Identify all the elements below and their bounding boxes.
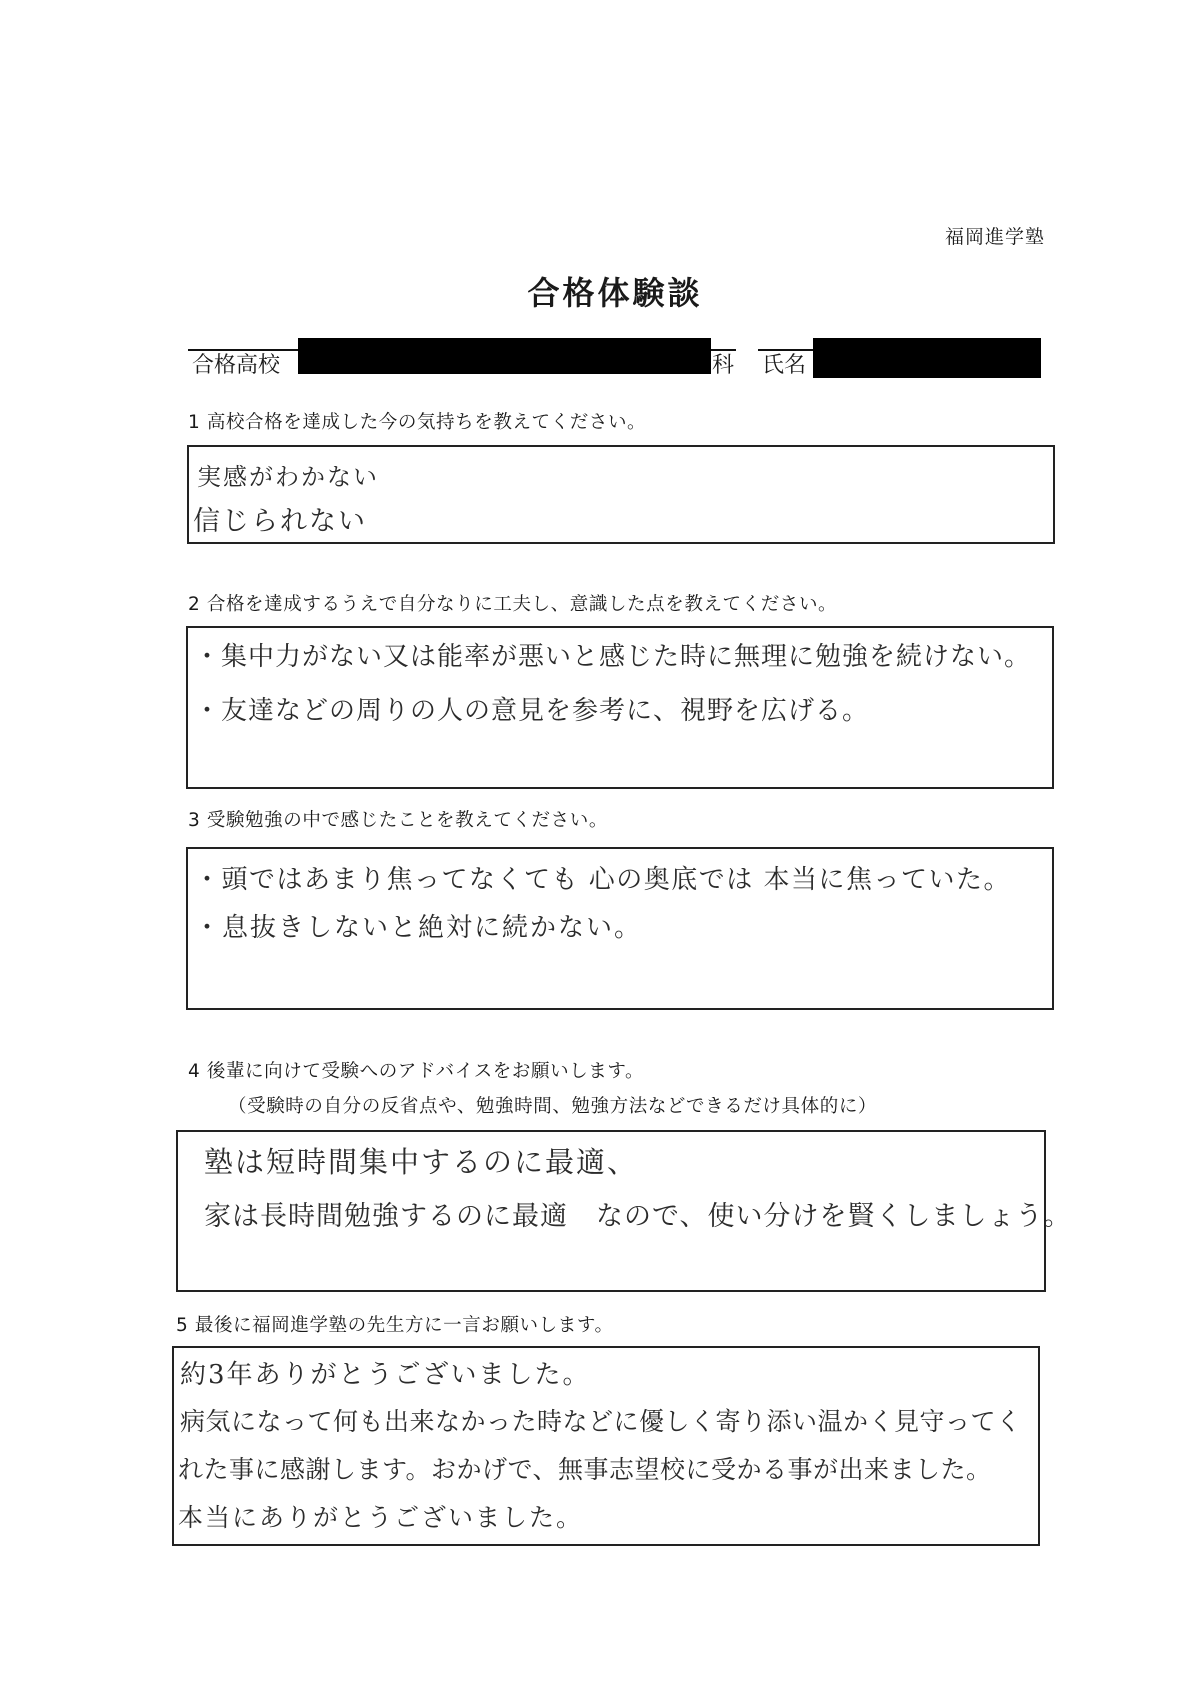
answer-3-line-2: ・息抜きしないと絶対に続かない。 <box>194 913 643 943</box>
question-3: 3 受験勉強の中で感じたことを教えてください。 <box>188 810 608 831</box>
school-name: 福岡進学塾 <box>944 226 1045 248</box>
answer-box-2 <box>186 626 1054 789</box>
answer-2-line-1: ・集中力がない又は能率が悪いと感じた時に無理に勉強を続けない。 <box>194 642 1032 672</box>
answer-box-3 <box>186 847 1054 1010</box>
redacted-name <box>813 338 1041 378</box>
answer-4-line-1: 塾は短時間集中するのに最適、 <box>204 1145 639 1179</box>
answer-box-4 <box>176 1130 1072 1292</box>
answer-1-line-2: 信じられない <box>193 506 367 537</box>
answer-3-line-1: ・頭ではあまり焦ってなくても 心の奥底では 本当に焦っていた。 <box>194 865 1012 895</box>
answer-5-line-3: れた事に感謝します。おかげで、無事志望校に受かる事が出来ました。 <box>178 1455 992 1484</box>
answer-5-line-1: 約3年ありがとうございました。 <box>180 1360 591 1390</box>
dept-suffix: 科 <box>712 353 735 378</box>
school-label: 合格高校 <box>192 353 281 378</box>
page-title: 合格体験談 <box>527 274 703 312</box>
answer-5-line-2: 病気になって何も出来なかった時などに優しく寄り添い温かく見守ってく <box>180 1407 1022 1436</box>
answer-4-line-2: 家は長時間勉強するのに最適 なので、使い分けを賢くしましょう。 <box>204 1201 1072 1232</box>
name-label: 氏名 <box>762 353 807 378</box>
question-4-note: （受験時の自分の反省点や、勉強時間、勉強方法などできるだけ具体的に） <box>228 1096 878 1117</box>
question-5: 5 最後に福岡進学塾の先生方に一言お願いします。 <box>176 1315 614 1336</box>
question-1: 1 高校合格を達成した今の気持ちを教えてください。 <box>188 412 647 433</box>
question-2: 2 合格を達成するうえで自分なりに工夫し、意識した点を教えてください。 <box>188 594 838 615</box>
answer-2-line-2: ・友達などの周りの人の意見を参考に、視野を広げる。 <box>194 696 870 726</box>
redacted-school <box>298 338 711 374</box>
answer-1-line-1: 実感がわかない <box>197 463 379 491</box>
answer-5-line-4: 本当にありがとうございました。 <box>178 1503 584 1532</box>
answer-box-5 <box>172 1346 1040 1546</box>
answer-box-1 <box>187 445 1055 544</box>
question-4: 4 後輩に向けて受験へのアドバイスをお願いします。 <box>188 1061 645 1082</box>
